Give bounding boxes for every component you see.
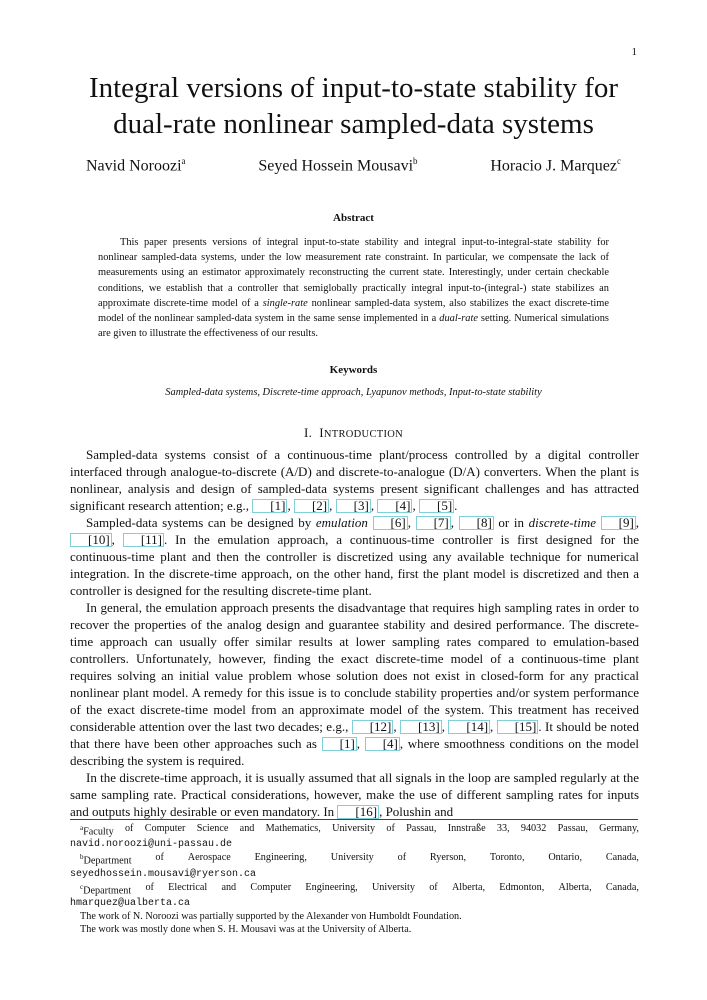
affiliation-word: Mathematics,	[265, 823, 321, 834]
affiliation-word: of	[386, 823, 395, 834]
citation-link[interactable]: [2]	[294, 499, 329, 513]
author-1-affiliation-mark: a	[181, 156, 186, 166]
affiliation-word: of	[155, 852, 164, 864]
citation-link[interactable]: [9]	[601, 516, 636, 530]
citation-link[interactable]: [15]	[497, 720, 539, 734]
author-list	[86, 156, 621, 175]
affiliation-word: Canada,	[605, 852, 639, 864]
abstract-heading: Abstract	[333, 212, 374, 224]
intro-paragraph-4: In the discrete-time approach, it is usually assumed that all signals in the loop are sampled regularly at the same sampling rate. Practical considerations, however, make the use of different sampling rates for inputs and outputs highly desirable or even mandatory. In [16] , Polushin and	[70, 770, 639, 819]
title-line-1: Integral versions of input-to-state stability for	[88, 72, 619, 104]
intro-paragraph-3: In general, the emulation approach presents the disadvantage that requires high sampling rates in order to recover the properties of the analog design and guarantee stability and desired performance. The discrete-time approach can usually offer similar results at lower sampling rates compared to emulation-based controllers. Unfortunately, however, finding the exact discrete-time model of a continuous-time plant requires solving an initial value problem whose solution does not exist in closed-form for any practical nonlinear plant model. A remedy for this issue is to conclude stability properties and/or system performance of the exact discrete-time model from an approximate model of the system. This treatment has received considerable attention over the last two decades; e.g., [12] , [13] , [14] , [15] . It should be noted that there have been other approaches such as [1] , [4] , where smoothness conditions on the model describing the system is required.	[70, 600, 640, 768]
footnotes	[70, 822, 639, 936]
affiliation-word: of	[124, 823, 134, 834]
affiliation-word: Edmonton,	[499, 881, 545, 893]
citation-link[interactable]: [7]	[416, 516, 451, 530]
citation-link[interactable]: [1]	[322, 737, 357, 751]
keywords-heading: Keywords	[329, 364, 378, 376]
citation-link[interactable]: [1]	[252, 499, 287, 513]
introduction-body	[70, 446, 639, 820]
affiliation-word: 33,	[496, 823, 510, 834]
affiliation-word: and	[239, 823, 255, 834]
affiliation-word: University	[330, 852, 374, 864]
citation-link[interactable]: [4]	[365, 737, 400, 751]
citation-link[interactable]: [11]	[123, 533, 164, 547]
affiliation-word: University	[332, 823, 376, 834]
affiliation-c-line	[70, 881, 639, 897]
citation-link[interactable]: [16]	[337, 805, 379, 819]
affiliation-word: $^a$Faculty	[80, 824, 114, 838]
author-3: Horacio J. Marquez$^c$	[490, 156, 621, 175]
page-number: 1	[631, 46, 637, 58]
footnote-affiliation-c	[70, 881, 639, 910]
affiliation-word: Engineering,	[305, 881, 358, 893]
affiliation-word: University	[371, 881, 415, 893]
author-2: Seyed Hossein Mousavi$^b$	[258, 156, 418, 175]
email-c[interactable]: hmarquez@ualberta.ca	[70, 898, 191, 910]
citation-link[interactable]: [4]	[377, 499, 412, 513]
affiliation-a-line	[70, 822, 639, 838]
affiliation-word: Aerospace	[187, 852, 231, 864]
affiliation-word: Toronto,	[489, 852, 525, 864]
affiliation-word: Passau,	[557, 823, 588, 834]
affiliation-word: Electrical	[168, 881, 208, 893]
affiliation-word: 94032	[520, 823, 547, 834]
citation-link[interactable]: [3]	[336, 499, 371, 513]
affiliation-word: of	[429, 881, 438, 893]
citation-link[interactable]: [12]	[352, 720, 394, 734]
affiliation-word: Alberta,	[451, 881, 486, 893]
affiliation-word: Computer	[250, 881, 292, 893]
affiliation-word: Canada,	[605, 881, 639, 893]
affiliation-word: Science	[196, 823, 229, 834]
affiliation-b-line	[70, 851, 639, 867]
citation-link[interactable]: [6]	[373, 516, 408, 530]
affiliation-word: Ontario,	[548, 852, 582, 864]
section-heading-introduction: I. INTRODUCTION	[303, 425, 404, 440]
affiliation-word: and	[221, 881, 237, 893]
citation-link[interactable]: [14]	[448, 720, 490, 734]
email-a[interactable]: navid.noroozi@uni-passau.de	[70, 839, 233, 851]
citation-link[interactable]: [10]	[70, 533, 112, 547]
affiliation-word: of	[397, 852, 407, 864]
abstract-text: This paper presents versions of integral input-to-state stability and integral input-to-integral-state stability for nonlinear sampled-data systems, under the low measurement rate constraint. In particular, we compensate the lack of measurements using an estimator approximately reconstructing the current state. Interestingly, under certain checkable conditions, we establish that a controller that semiglobally practically integral input-to-(integral-) state stabilizes an approximate discrete-time model of a single-rate nonlinear sampled-data system, also stabilizes the exact discrete-time model of the nonlinear sampled-data system in the same sense implemented in a dual-rate setting. Numerical simulations are given to illustrate the effectiveness of our results.	[98, 237, 609, 340]
footnote-affiliation-a	[70, 822, 639, 851]
footnote-divider	[70, 819, 638, 820]
funding-note: The work of N. Noroozi was partially supported by the Alexander von Humboldt Foundation.	[80, 911, 462, 923]
intro-paragraph-1: Sampled-data systems consist of a continuous-time plant/process controlled by a digital controller interfaced through analogue-to-discrete (A/D) and discrete-to-analogue (D/A) converters. When the plant is nonlinear, analysis and design of sampled-data systems present significant challenges and has attracted significant research attention; e.g., [1] , [2] , [3] , [4] , [5] .	[70, 447, 639, 513]
affiliation-mark: c	[80, 882, 84, 891]
author-3-affiliation-mark: c	[617, 156, 621, 166]
affiliation-word: $^b$Department	[80, 853, 132, 867]
affiliation-word: Engineering,	[254, 852, 307, 864]
author-1: Navid Noroozi$^a$	[86, 156, 186, 175]
affiliation-word: Passau,	[406, 823, 437, 834]
affiliation-word: Innstraße	[447, 823, 486, 834]
affiliation-word: Computer	[144, 823, 186, 834]
affiliation-word: Alberta,	[558, 881, 592, 893]
keywords-text: Sampled-data systems, Discrete-time approach, Lyapunov methods, Input-to-state stability	[165, 387, 542, 398]
citation-link[interactable]: [13]	[400, 720, 442, 734]
footnote-affiliation-b	[70, 851, 639, 880]
affiliation-word: $^c$Department	[80, 882, 132, 897]
citation-link[interactable]: [8]	[459, 516, 494, 530]
affiliation-mark: a	[80, 824, 84, 832]
affiliation-word: Ryerson,	[429, 852, 467, 864]
title-line-2: dual-rate nonlinear sampled-data systems	[113, 108, 594, 140]
affiliation-note: The work was mostly done when S. H. Mousavi was at the University of Alberta.	[80, 924, 412, 936]
paper-title	[60, 70, 647, 142]
email-b[interactable]: seyedhossein.mousavi@ryerson.ca	[70, 868, 257, 880]
intro-paragraph-2: Sampled-data systems can be designed by emulation [6] , [7] , [8] or in discrete-time [9] , [10] , [11] . In the emulation approach, a continuous-time controller is first designed for the continuous-time plant and then the controller is discretized using any available technique for numerical integration. In the discrete-time approach, on the other hand, first the plant model is discretized and then a controller is designed for the resulting discrete-time plant.	[70, 515, 640, 598]
citation-link[interactable]: [5]	[419, 499, 454, 513]
affiliation-word: Germany,	[599, 823, 639, 834]
author-2-affiliation-mark: b	[413, 156, 418, 166]
affiliation-word: of	[145, 881, 154, 893]
affiliation-mark: b	[80, 853, 84, 862]
